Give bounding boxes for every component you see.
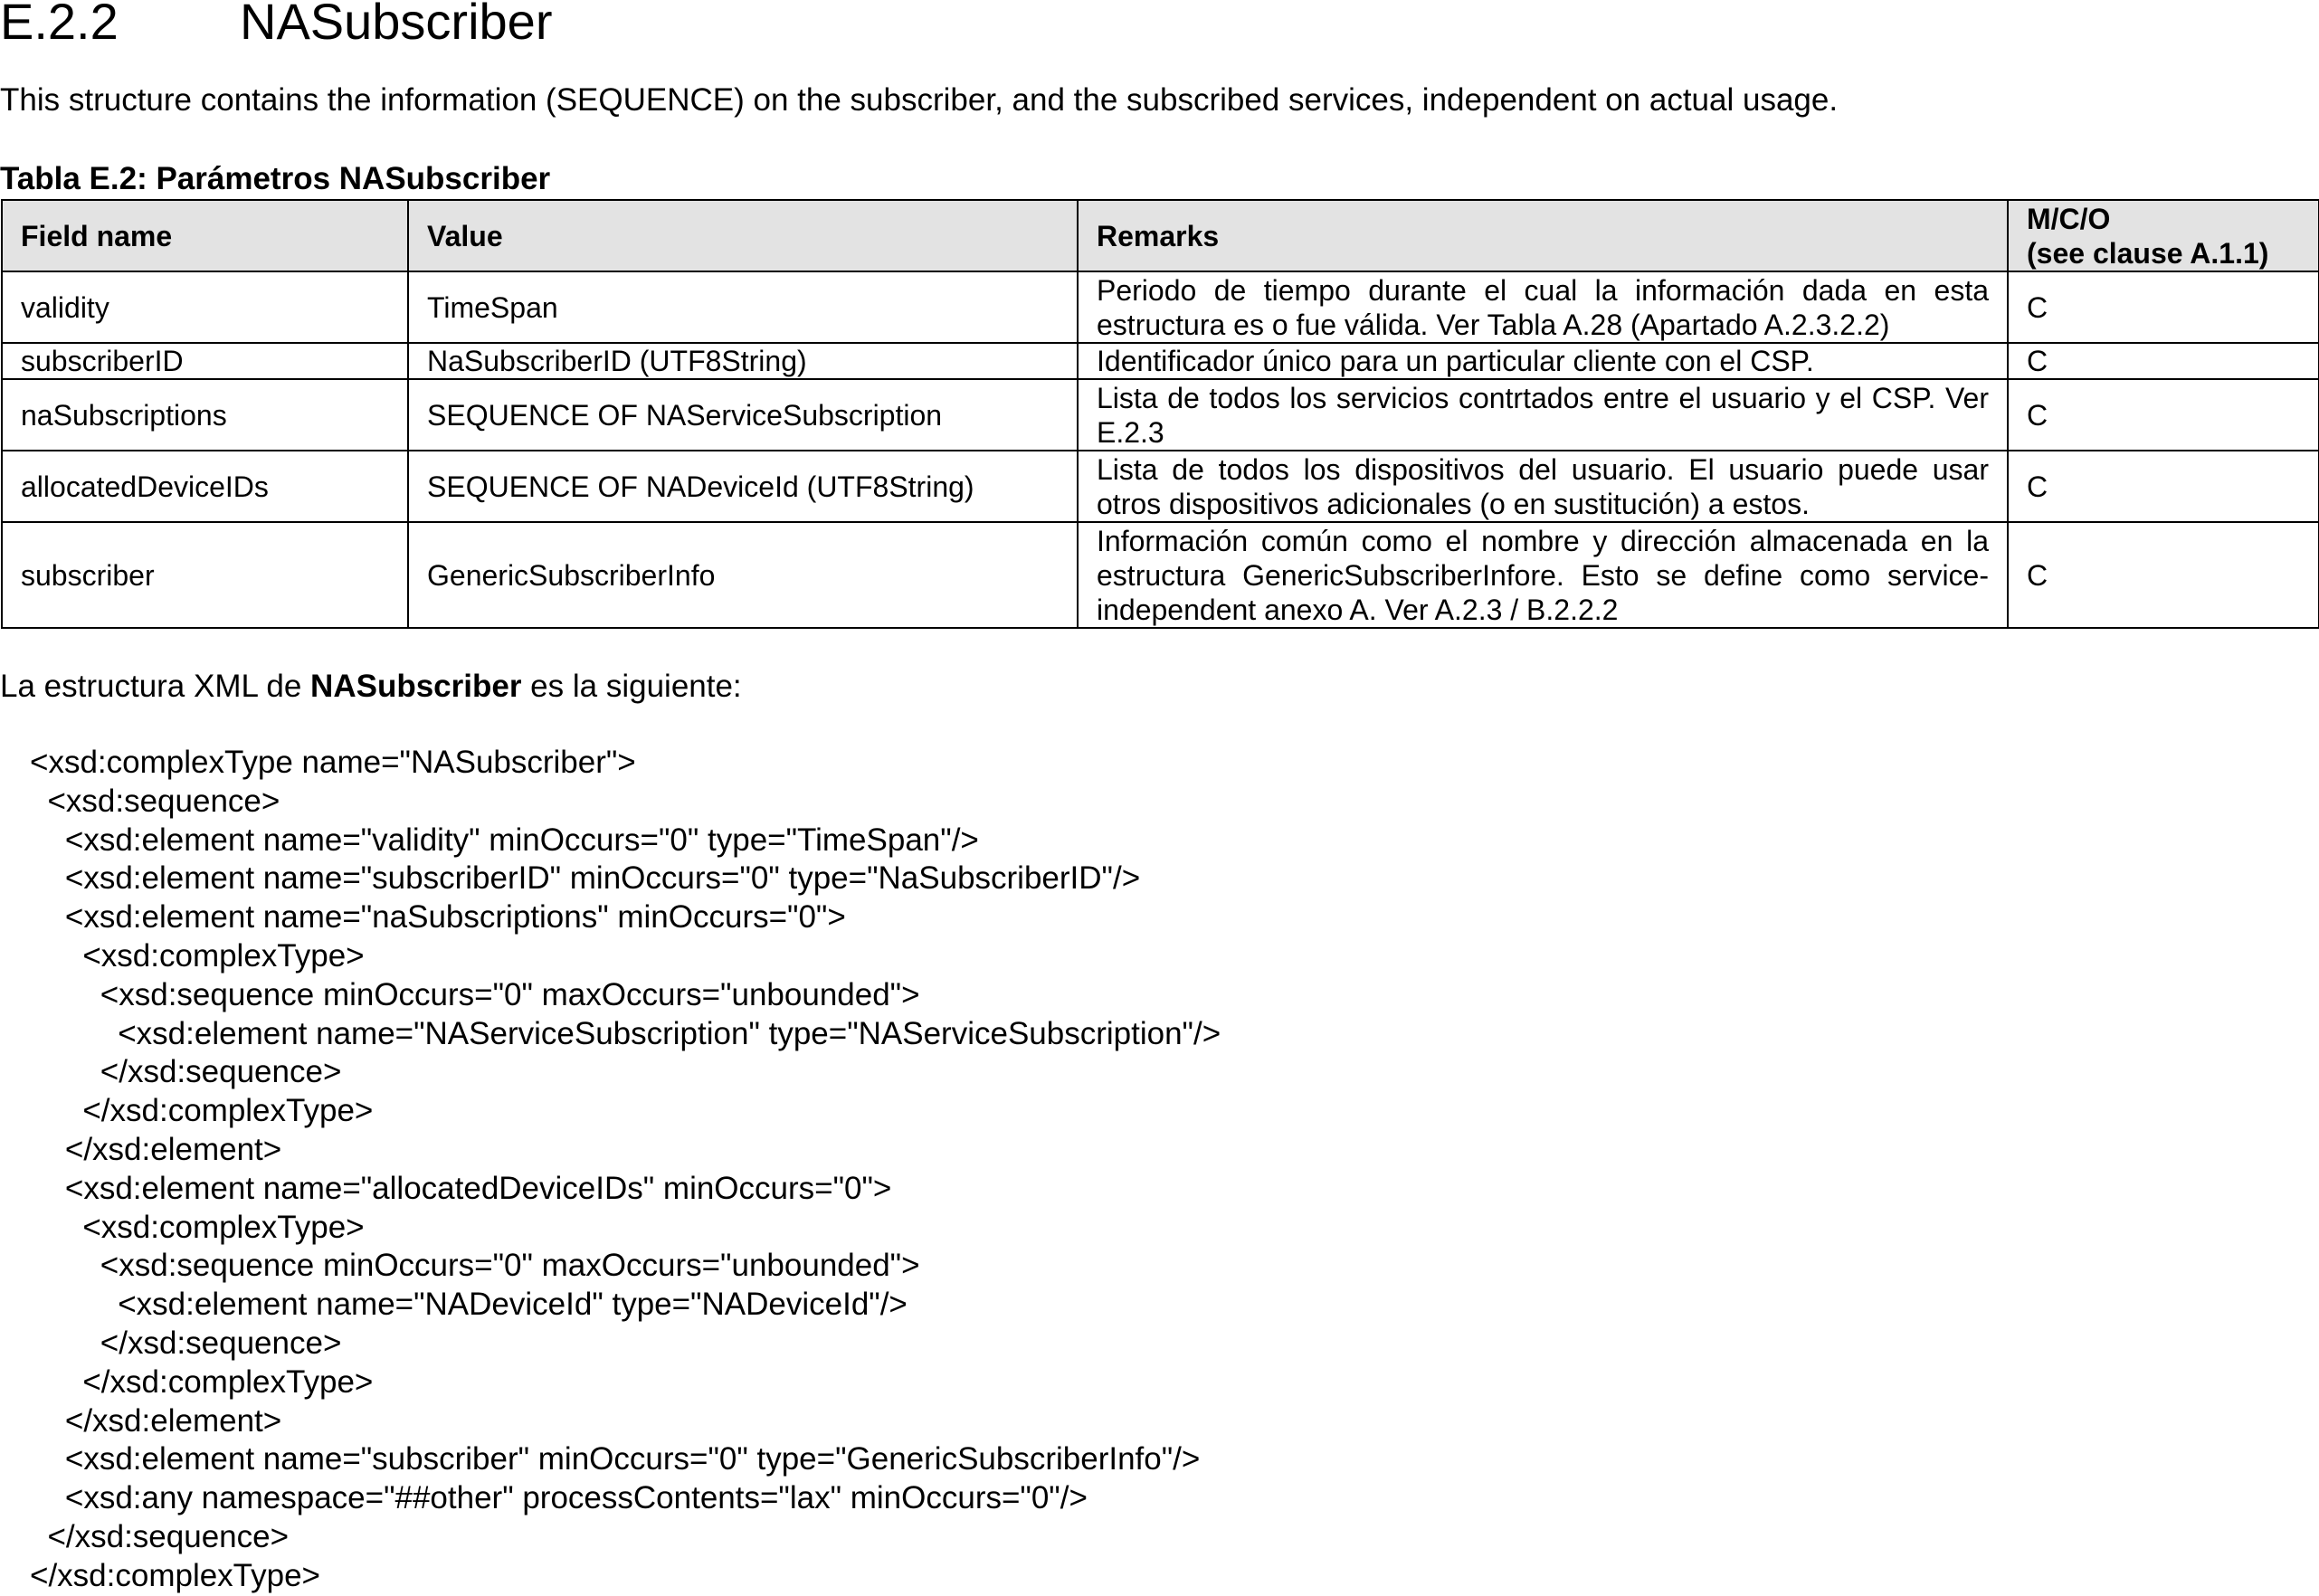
xml-line: </xsd:element> xyxy=(30,1402,282,1439)
cell-value: NaSubscriberID (UTF8String) xyxy=(408,343,1078,379)
intro-paragraph: This structure contains the information (SEQUENCE) on the subscriber, and the subscribed services, independent on actual usage. xyxy=(0,82,1839,118)
table-row xyxy=(2,271,2319,343)
cell-remarks: Lista de todos los servicios contrtados entre el usuario y el CSP. Ver E.2.3 xyxy=(1078,379,2008,451)
cell-field: subscriber xyxy=(2,522,408,628)
xml-intro-paragraph xyxy=(0,668,742,706)
xml-line: </xsd:element> xyxy=(30,1131,282,1167)
xml-line: <xsd:complexType> xyxy=(30,937,365,974)
xml-line: <xsd:element name="allocatedDeviceIDs" minOccurs="0"> xyxy=(30,1170,892,1206)
cell-value: SEQUENCE OF NAServiceSubscription xyxy=(408,379,1078,451)
header-mco-label: M/C/O xyxy=(2027,202,2111,235)
header-mco-note: (see clause A.1.1) xyxy=(2027,236,2269,270)
cell-field: subscriberID xyxy=(2,343,408,379)
parameters-table xyxy=(1,199,2319,629)
cell-field: allocatedDeviceIDs xyxy=(2,451,408,522)
cell-mco: C xyxy=(2008,451,2319,522)
xml-line: <xsd:any namespace="##other" processContents="lax" minOccurs="0"/> xyxy=(30,1480,1088,1516)
table-row xyxy=(2,343,2319,379)
xml-line: <xsd:sequence> xyxy=(30,783,280,819)
section-number: E.2.2 xyxy=(0,0,119,50)
cell-remarks: Lista de todos los dispositivos del usuario. El usuario puede usar otros dispositivos adicionales (o en sustitución) a estos. xyxy=(1078,451,2008,522)
cell-remarks: Identificador único para un particular cliente con el CSP. xyxy=(1078,343,2008,379)
xml-line: </xsd:complexType> xyxy=(30,1363,374,1400)
cell-mco: C xyxy=(2008,522,2319,628)
cell-mco: C xyxy=(2008,343,2319,379)
cell-field: validity xyxy=(2,271,408,343)
section-title: NASubscriber xyxy=(240,0,553,50)
xml-line: <xsd:element name="subscriber" minOccurs="0" type="GenericSubscriberInfo"/> xyxy=(30,1441,1201,1477)
xml-line: <xsd:sequence minOccurs="0" maxOccurs="unbounded"> xyxy=(30,976,920,1012)
header-remarks: Remarks xyxy=(1078,200,2008,271)
xml-intro-text-end: es la siguiente: xyxy=(521,669,742,704)
xml-intro-structure-name: NASubscriber xyxy=(310,669,522,704)
xml-line: </xsd:sequence> xyxy=(30,1325,342,1361)
xml-line: <xsd:element name="NADeviceId" type="NADeviceId"/> xyxy=(30,1287,908,1323)
table-row xyxy=(2,451,2319,522)
xml-line: <xsd:complexType> xyxy=(30,1209,365,1245)
header-value: Value xyxy=(408,200,1078,271)
cell-mco: C xyxy=(2008,271,2319,343)
cell-remarks: Periodo de tiempo durante el cual la información dada en esta estructura es o fue válida. Ver Tabla A.28 (Apartado A.2.3.2.2) xyxy=(1078,271,2008,343)
xml-line: </xsd:sequence> xyxy=(30,1054,342,1090)
cell-remarks: Información común como el nombre y dirección almacenada en la estructura GenericSubscriberInfore. Esto se define como service-independent anexo A. Ver A.2.3 / B.2.2.2 xyxy=(1078,522,2008,628)
cell-mco: C xyxy=(2008,379,2319,451)
cell-value: TimeSpan xyxy=(408,271,1078,343)
xml-intro-text: La estructura XML de xyxy=(0,669,311,704)
xml-line: </xsd:complexType> xyxy=(30,1557,320,1593)
table-header-row xyxy=(2,200,2319,271)
xml-line: <xsd:element name="NAServiceSubscription" type="NAServiceSubscription"/> xyxy=(30,1015,1221,1051)
xml-line: </xsd:complexType> xyxy=(30,1093,374,1129)
cell-field: naSubscriptions xyxy=(2,379,408,451)
xml-line: <xsd:sequence minOccurs="0" maxOccurs="unbounded"> xyxy=(30,1248,920,1284)
xml-code-block xyxy=(30,744,1221,1596)
header-field-name: Field name xyxy=(2,200,408,271)
xml-line: <xsd:complexType name="NASubscriber"> xyxy=(30,745,636,780)
table-caption: Tabla E.2: Parámetros NASubscriber xyxy=(0,161,551,196)
table-row xyxy=(2,522,2319,628)
table-row xyxy=(2,379,2319,451)
xml-line: <xsd:element name="naSubscriptions" minOccurs="0"> xyxy=(30,899,846,936)
cell-value: SEQUENCE OF NADeviceId (UTF8String) xyxy=(408,451,1078,522)
xml-line: </xsd:sequence> xyxy=(30,1518,290,1554)
xml-line: <xsd:element name="validity" minOccurs="0" type="TimeSpan"/> xyxy=(30,822,979,858)
cell-value: GenericSubscriberInfo xyxy=(408,522,1078,628)
header-mco xyxy=(2008,200,2319,271)
xml-line: <xsd:element name="subscriberID" minOccurs="0" type="NaSubscriberID"/> xyxy=(30,860,1141,897)
